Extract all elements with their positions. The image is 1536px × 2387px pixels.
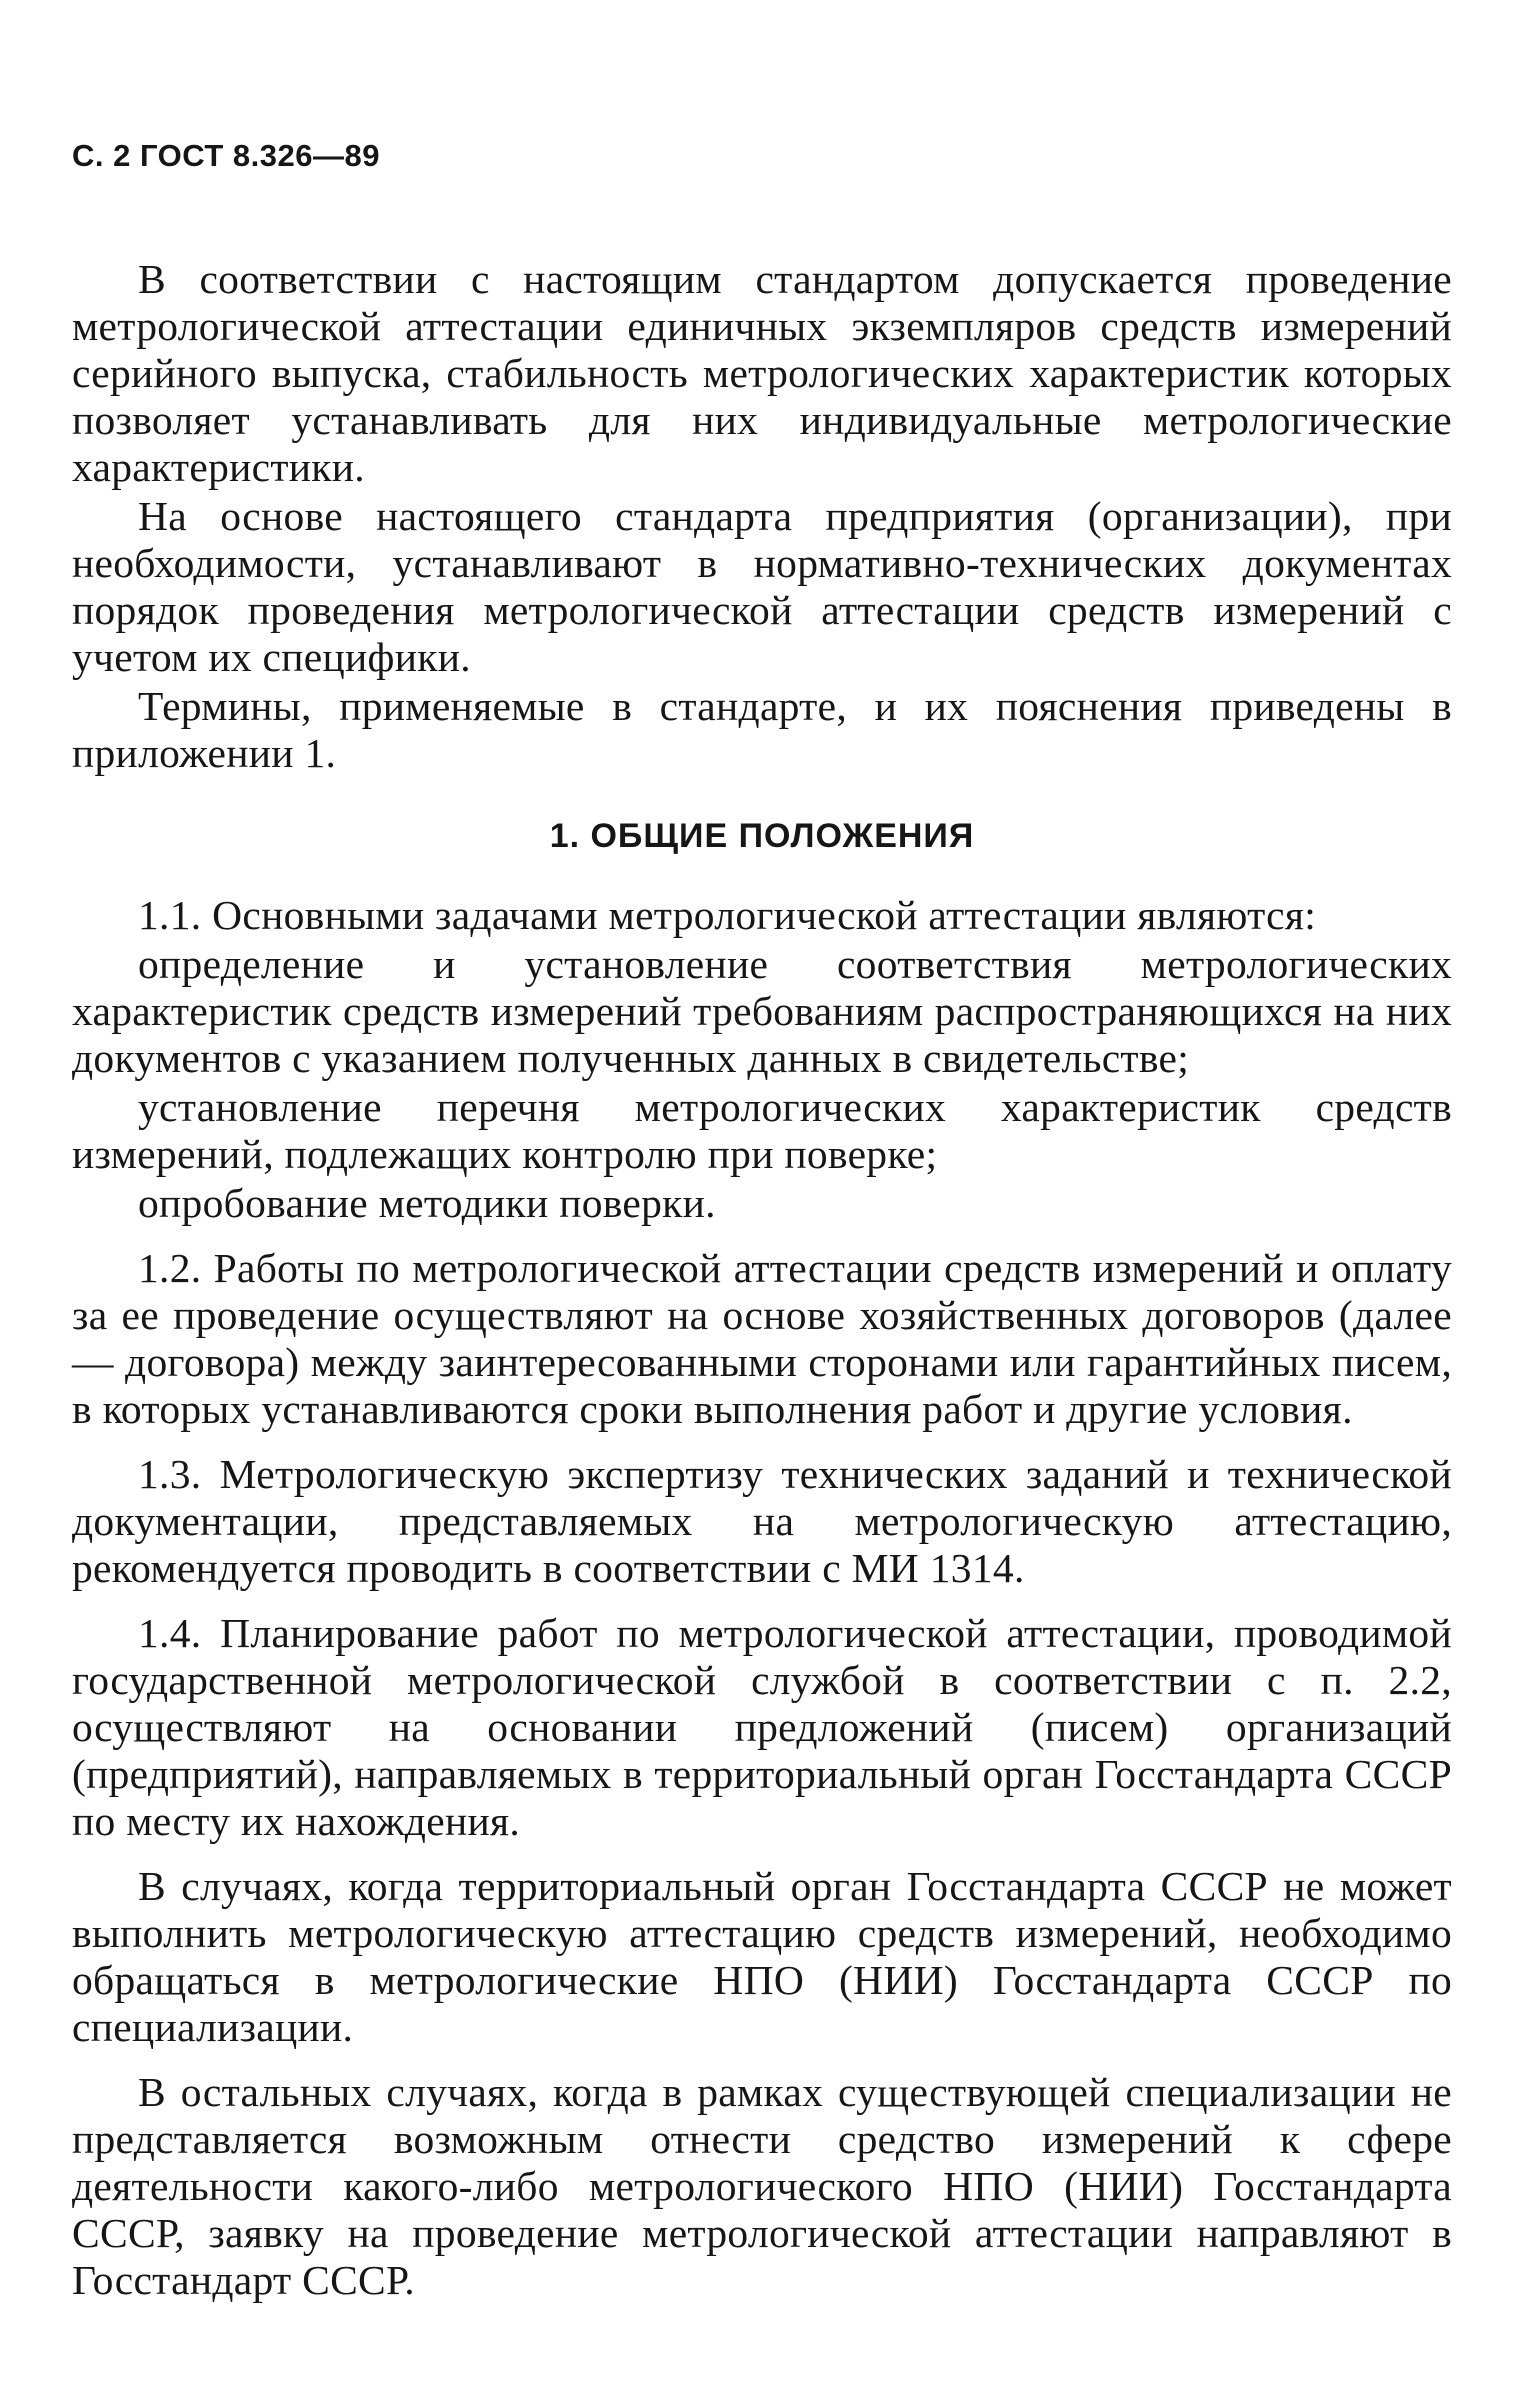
page-header: С. 2 ГОСТ 8.326—89 xyxy=(72,138,380,173)
clause-1-2: 1.2. Работы по метрологической аттестации средств измерений и оплату за ее проведение осуществляют на основе хозяйственных договоров (далее — договора) между заинтересованными сторонами или гарантийных писем, в которых устанавливаются сроки выполнения работ и другие условия. xyxy=(72,1245,1452,1432)
clause-1-4-paragraph-3: В остальных случаях, когда в рамках существующей специализации не представляется возможным отнести средство измерений к сфере деятельности какого-либо метрологического НПО (НИИ) Госстандарта СССР, заявку на проведение метрологической аттестации направляют в Госстандарт СССР. xyxy=(72,2069,1452,2303)
clause-1-1-item-3: опробование методики поверки. xyxy=(138,1180,716,1226)
clause-1-1: 1.1. Основными задачами метрологической аттестации являются: xyxy=(138,892,1317,938)
clause-1-4-paragraph-2: В случаях, когда территориальный орган Госстандарта СССР не может выполнить метрологическую аттестацию средств измерений, необходимо обращаться в метрологические НПО (НИИ) Госстандарта СССР по специализации. xyxy=(72,1863,1452,2050)
intro-paragraph-2: На основе настоящего стандарта предприятия (организации), при необходимости, устанавливают в нормативно-технических документах порядок проведения метрологической аттестации средств измерений с учетом их специфики. xyxy=(72,493,1452,680)
clause-1-3: 1.3. Метрологическую экспертизу технических заданий и технической документации, представляемых на метрологическую аттестацию, рекомендуется проводить в соответствии с МИ 1314. xyxy=(72,1451,1452,1591)
intro-paragraph-1: В соответствии с настоящим стандартом допускается проведение метрологической аттестации единичных экземпляров средств измерений серийного выпуска, стабильность метрологических характеристик которых позволяет устанавливать для них индивидуальные метрологические характеристики. xyxy=(72,256,1452,490)
section-heading: 1. ОБЩИЕ ПОЛОЖЕНИЯ xyxy=(549,817,975,855)
document-page xyxy=(72,138,1452,2312)
clause-1-4: 1.4. Планирование работ по метрологической аттестации, проводимой государственной метрологической службой в соответствии с п. 2.2, осуществляют на основании предложений (писем) организаций (предприятий), направляемых в территориальный орган Госстандарта СССР по месту их нахождения. xyxy=(72,1610,1452,1844)
clause-1-1-item-2: установление перечня метрологических характеристик средств измерений, подлежащих контролю при поверке; xyxy=(72,1084,1452,1177)
intro-paragraph-3: Термины, применяемые в стандарте, и их пояснения приведены в приложении 1. xyxy=(72,683,1452,776)
clause-1-1-item-1: определение и установление соответствия метрологических характеристик средств измерений требованиям распространяющихся на них документов с указанием полученных данных в свидетельстве; xyxy=(72,941,1452,1081)
